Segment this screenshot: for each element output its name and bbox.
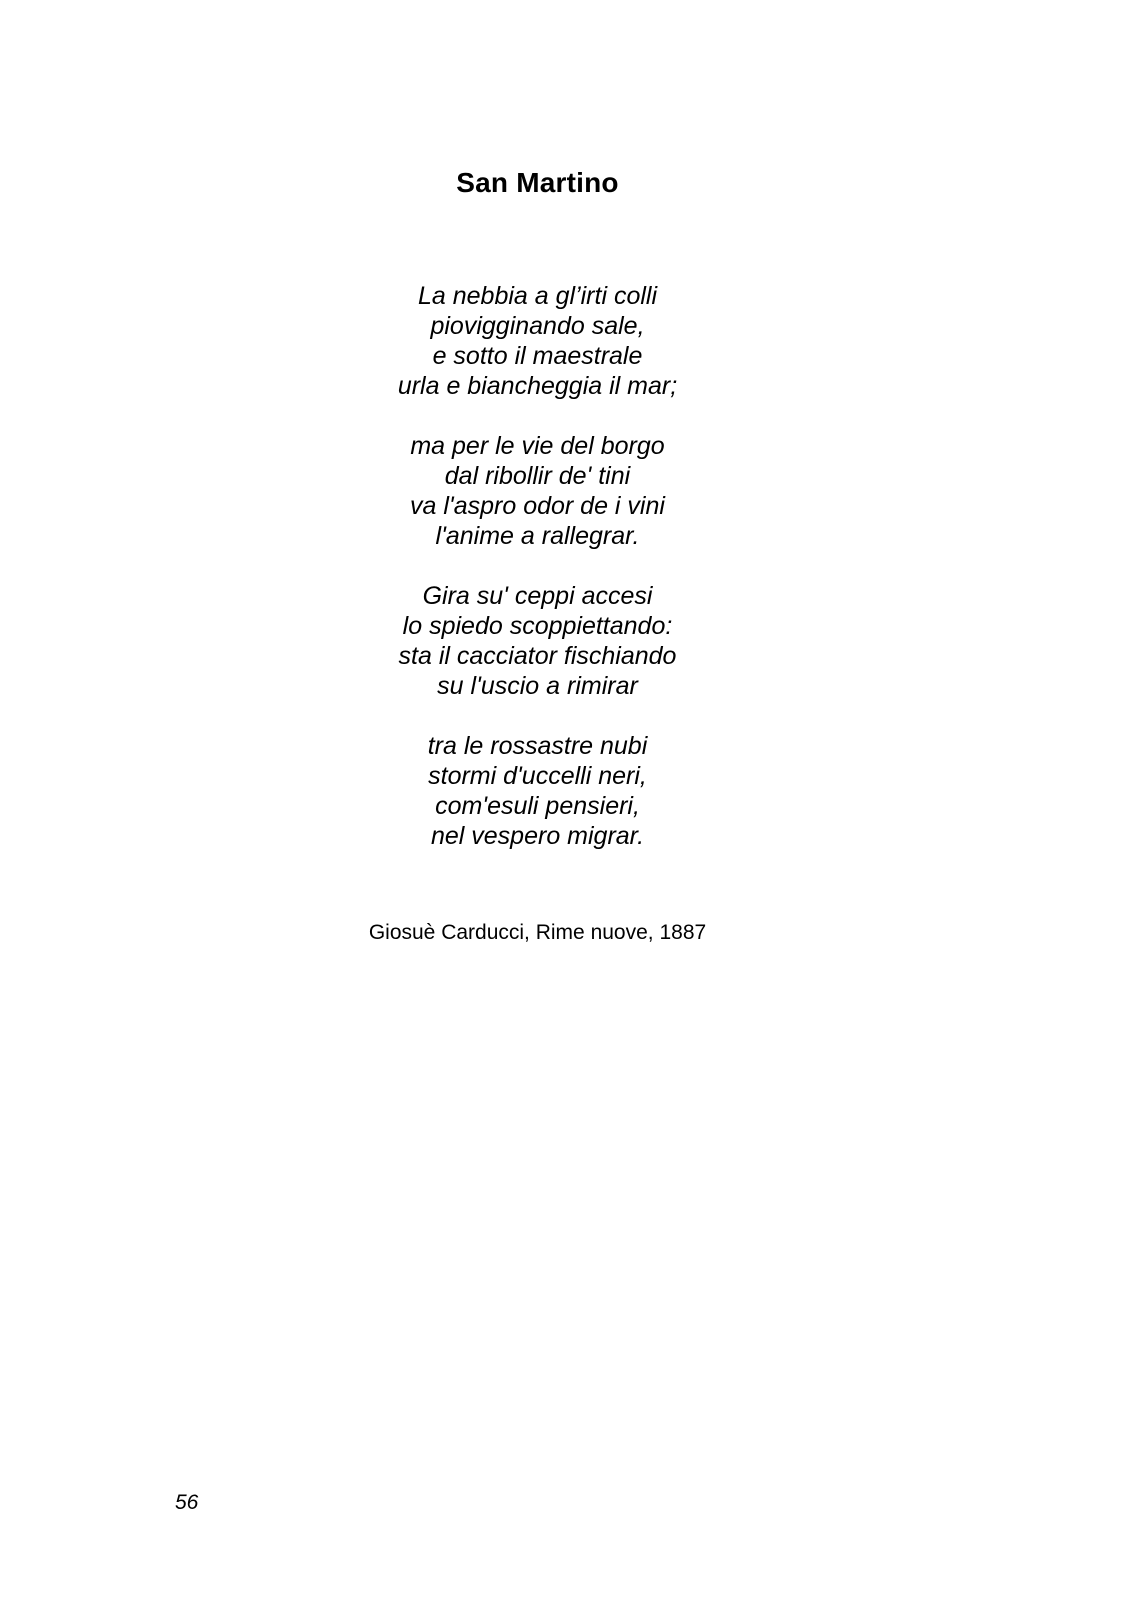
- verse-line: urla e biancheggia il mar;: [397, 372, 678, 400]
- verse-line: tra le rossastre nubi: [427, 732, 648, 760]
- poem-title: San Martino: [456, 167, 619, 198]
- verse-line: l'anime a rallegrar.: [435, 522, 640, 550]
- stanza-3: [0, 581, 1075, 701]
- stanza-1: [0, 281, 1075, 401]
- verse-line: piovigginando sale,: [430, 312, 645, 340]
- verse-line: nel vespero migrar.: [430, 822, 645, 850]
- verse-line: ma per le vie del borgo: [410, 432, 665, 460]
- poem-attribution: Giosuè Carducci, Rime nuove, 1887: [368, 921, 707, 944]
- verse-line: lo spiedo scoppiettando:: [402, 612, 673, 640]
- verse-line: su l'uscio a rimirar: [437, 672, 638, 700]
- verse-line: La nebbia a gl’irti colli: [417, 282, 658, 310]
- poem-body: [0, 281, 1075, 881]
- verse-line: com'esuli pensieri,: [435, 792, 640, 820]
- verse-line: va l'aspro odor de i vini: [410, 492, 665, 520]
- verse-line: stormi d'uccelli neri,: [428, 762, 647, 790]
- verse-line: Gira su' ceppi accesi: [422, 582, 653, 610]
- verse-line: sta il cacciator fischiando: [398, 642, 677, 670]
- stanza-4: [0, 731, 1075, 851]
- verse-line: dal ribollir de' tini: [444, 462, 631, 490]
- verse-line: e sotto il maestrale: [432, 342, 643, 370]
- page-number: 56: [175, 1491, 199, 1514]
- stanza-2: [0, 431, 1075, 551]
